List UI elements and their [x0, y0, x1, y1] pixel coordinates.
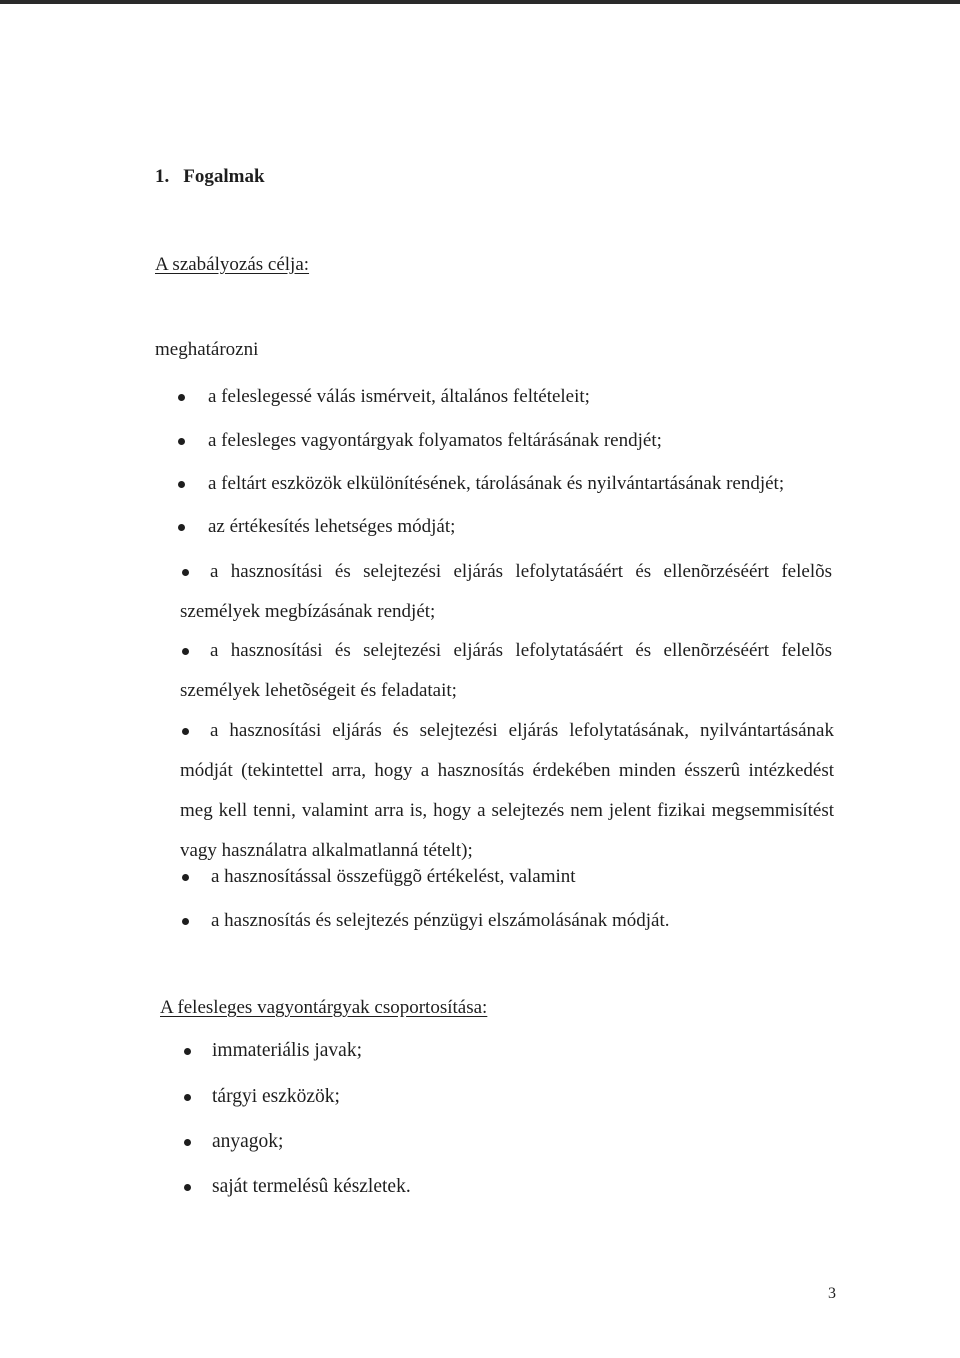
purpose-heading: A szabályozás célja: [155, 254, 310, 275]
list-item: anyagok; [212, 1131, 284, 1152]
scan-top-edge [0, 0, 960, 4]
bullet-icon [178, 524, 185, 531]
list-item: a hasznosítási és selejtezési eljárás lefolytatásáért és ellenõrzéséért felelõs személyek megbízásának rendjét; [180, 561, 832, 622]
bullet-icon [182, 874, 189, 881]
section-heading [155, 166, 265, 188]
bullet-icon [184, 1094, 191, 1101]
purpose-intro: meghatározni [155, 339, 259, 360]
list-item: az értékesítés lehetséges módját; [208, 516, 456, 537]
list-item: a feleslegessé válás ismérveit, általános feltételeit; [208, 386, 590, 407]
list-item: a hasznosítási és selejtezési eljárás lefolytatásáért és ellenõrzéséért felelõs személyek lehetõségeit és feladatait; [180, 640, 832, 701]
bullet-icon [184, 1048, 191, 1055]
list-item: immateriális javak; [212, 1040, 362, 1061]
list-item: tárgyi eszközök; [212, 1086, 340, 1107]
section-number: 1. [155, 166, 170, 187]
bullet-icon [178, 394, 185, 401]
grouping-heading: A felesleges vagyontárgyak csoportosítása: [160, 997, 488, 1018]
list-item: a felesleges vagyontárgyak folyamatos feltárásának rendjét; [208, 430, 662, 451]
bullet-icon [182, 918, 189, 925]
list-item: a feltárt eszközök elkülönítésének, tárolásának és nyilvántartásának rendjét; [208, 473, 785, 494]
bullet-icon [184, 1139, 191, 1146]
bullet-icon [184, 1184, 191, 1191]
list-item: saját termelésû készletek. [212, 1176, 411, 1197]
bullet-icon [178, 438, 185, 445]
list-item: a hasznosítási eljárás és selejtezési eljárás lefolytatásának, nyilvántartásának módját (tekintettel arra, hogy a hasznosítás érdekében minden ésszerû intézkedést meg kell tenni, valamint arra is, hogy a selejtezés nem jelent fizikai megsemmisítést vagy használatra alkalmatlanná tételt); [180, 720, 834, 861]
list-item: a hasznosítással összefüggõ értékelést, valamint [211, 866, 576, 887]
list-item: a hasznosítás és selejtezés pénzügyi elszámolásának módját. [211, 910, 670, 931]
page-number: 3 [828, 1285, 836, 1302]
section-title: Fogalmak [183, 166, 265, 187]
bullet-icon [178, 481, 185, 488]
